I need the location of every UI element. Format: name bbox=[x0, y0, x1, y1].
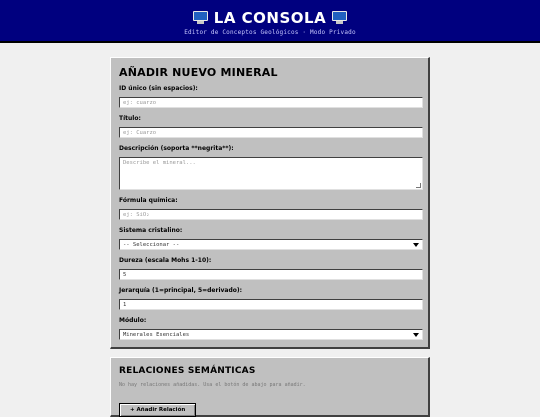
app-title: LA CONSOLA bbox=[213, 9, 327, 27]
form-title: AÑADIR NUEVO MINERAL bbox=[119, 66, 278, 79]
description-textarea[interactable] bbox=[119, 157, 423, 190]
computer-icon bbox=[193, 11, 208, 25]
crystal-system-value: -- Seleccionar -- bbox=[123, 242, 180, 248]
title-label: Título: bbox=[119, 115, 141, 122]
crystal-system-label: Sistema cristalino: bbox=[119, 227, 183, 234]
module-select[interactable] bbox=[119, 329, 423, 340]
hierarchy-label: Jerarquía (1=principal, 5=derivado): bbox=[119, 287, 243, 294]
chevron-down-icon bbox=[413, 243, 419, 247]
app-subtitle: Editor de Conceptos Geológicos · Modo Privado bbox=[184, 29, 356, 36]
crystal-system-select[interactable] bbox=[119, 239, 423, 250]
description-label: Descripción (soporta **negrita**): bbox=[119, 145, 234, 152]
resize-grip-icon[interactable] bbox=[416, 183, 421, 188]
id-input[interactable]: ej: cuarzo bbox=[119, 97, 423, 108]
chevron-down-icon bbox=[413, 333, 419, 337]
relations-title: RELACIONES SEMÁNTICAS bbox=[119, 366, 256, 376]
app-header bbox=[0, 0, 540, 43]
relations-panel bbox=[110, 357, 430, 417]
add-relation-button[interactable]: + Añadir Relación bbox=[119, 403, 196, 417]
formula-input[interactable]: ej: SiO₂ bbox=[119, 209, 423, 220]
module-label: Módulo: bbox=[119, 317, 147, 324]
hardness-input[interactable]: 5 bbox=[119, 269, 423, 280]
add-mineral-panel bbox=[110, 57, 430, 349]
formula-label: Fórmula química: bbox=[119, 197, 178, 204]
id-label: ID único (sin espacios): bbox=[119, 85, 198, 92]
hierarchy-input[interactable]: 1 bbox=[119, 299, 423, 310]
relations-empty-hint: No hay relaciones añadidas. Usa el botón de abajo para añadir. bbox=[119, 382, 306, 388]
module-value: Minerales Esenciales bbox=[123, 332, 190, 338]
description-placeholder: Describe el mineral... bbox=[123, 160, 196, 166]
computer-icon bbox=[332, 11, 347, 25]
hardness-label: Dureza (escala Mohs 1-10): bbox=[119, 257, 212, 264]
app-title-row bbox=[0, 9, 540, 27]
title-input[interactable]: ej: Cuarzo bbox=[119, 127, 423, 138]
